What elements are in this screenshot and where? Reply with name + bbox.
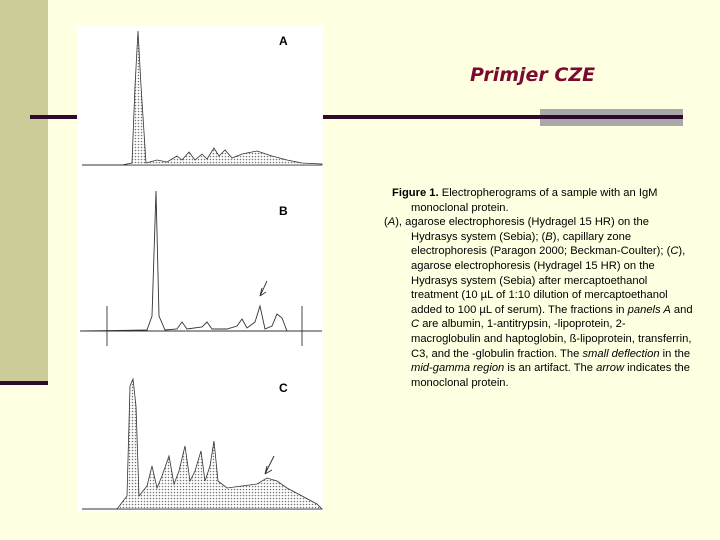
left-accent-bar	[0, 0, 48, 385]
panel-label-c: C	[279, 381, 288, 395]
caption-heading: Figure 1.	[392, 187, 439, 199]
accent-divider	[0, 381, 48, 385]
panel-label-a: A	[279, 34, 288, 48]
electropherogram-figure	[77, 26, 323, 511]
slide-title: Primjer CZE	[470, 64, 596, 86]
panel-a-trace	[82, 31, 322, 165]
rule-accent-box	[540, 109, 683, 126]
caption-text: Electropherograms of a sample with an IgM	[438, 187, 658, 199]
caption-body: (A), agarose electrophoresis (Hydragel 15 HR) on the Hydrasys system (Sebia); (B), capillary zone electrophoresis (Paragon 2000; Beckman-Coulter); (C), agarose electrophoresis (Hydragel 15 HR) on the Hydrasys system (Sebia) after mercaptoethanol treatment (10 µL of 1:10 dilution of mercaptoethanol added to 100 µL of serum). The fractions in panels A and C are albumin, 1-antitrypsin, -lipoprotein, 2-macroglobulin and haptoglobin, ß-lipoprotein, transferrin, C3, and the -globulin fraction. The small deflection in the mid-gamma region is an artifact. The arrow indicates the monoclonal protein.	[384, 216, 693, 389]
caption-text: monoclonal protein.	[411, 201, 509, 214]
panel-c-trace	[82, 379, 322, 509]
figure-caption	[384, 186, 694, 390]
panel-label-b: B	[279, 204, 288, 218]
